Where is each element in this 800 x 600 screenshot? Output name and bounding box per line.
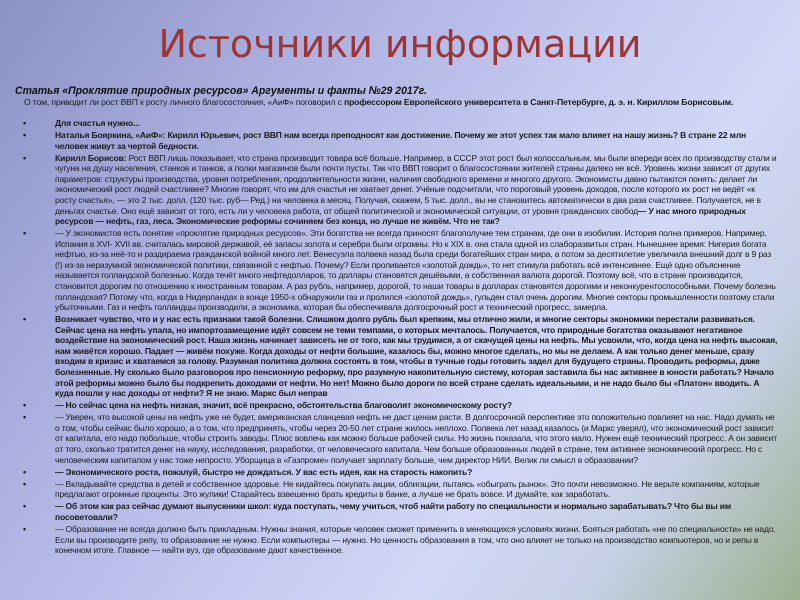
list-item bbox=[0, 130, 800, 151]
list-item bbox=[0, 118, 800, 129]
bullet-icon: • bbox=[23, 501, 26, 512]
intro-text: О том, приводит ли рост ВВП к росту личного благосостояния, «АиФ» поговорил с bbox=[24, 97, 345, 107]
slide-title: Источники информации bbox=[158, 22, 642, 66]
list-item bbox=[0, 467, 800, 478]
bullet-list bbox=[0, 118, 800, 557]
list-item bbox=[0, 479, 800, 500]
bullet-icon: • bbox=[23, 152, 26, 163]
item-bold: Возникает чувство, что и у нас есть признаки такой болезни. Слишком долго рубль был крепким, мы отлично жили, и многие секторы экономики перестали развиваться. Сейчас цена на нефть упала, но импортозамещение идёт совсем не теми темпами, о которых мечталось. Получается, что природные богатства оказывают негативное воздействие на экономический рост. Наша жизнь начинает зависеть не от того, как мы трудимся, а от скачущей цены на нефть. Мы усвоили, что, когда цена на нефть высокая, нам живётся хорошо. Падает — живём похуже. Когда доходы от нефти большие, казалось бы, можно многое сделать, но мы не делаем. А как только денег меньше, сразу входим в кризис и хватаемся за голову. Разумная политика должна состоять в том, чтобы в тучные годы готовить задел для будущего страны. Проводить реформы, даже болезненные. Ну сколько было разговоров про пенсионную реформу, про разумную накопительную систему, которая заставила бы нас активнее в юности работать? Начало этой реформы можно было бы подкрепить доходами от нефти. Но нет! Можно было дороги по всей стране сделать идеальными, и не надо было бы «Платон» вводить. А куда пошли у нас доходы от нефти? Я не знаю. Маркс был неправ bbox=[55, 314, 778, 399]
item-bold: — Об этом как раз сейчас думают выпускники школ: куда поступать, чему учиться, чтоб найти работу по специальности и нормально зарабатывать? Что бы вы им посоветовали? bbox=[55, 501, 732, 523]
item-bold: Для счастья нужно... bbox=[55, 118, 140, 128]
list-item bbox=[0, 228, 800, 312]
list-item bbox=[0, 314, 800, 398]
bullet-icon: • bbox=[23, 466, 26, 477]
bullet-icon: • bbox=[23, 524, 26, 535]
item-bold: — Экономического роста, пожалуй, быстро не дождаться. У вас есть идея, как на старость накопить? bbox=[55, 466, 473, 477]
item-text: — У экономистов есть понятие «проклятие природных ресурсов». Эти богатства не всегда приносят благополучие тем странам, где они в изобилии. История полна примеров. Например, Испания в XVI- XVII вв. считалась мировой державой, её запасы золота и серебра были огромны. Но к XIX в. она стала одной из слаборазвитых стран. Нынешнее время: Нигерия богата нефтью, из-за неё-то и раздираема гражданской войной много лет. Венесуэла полвека назад была среди богатейших стран мира, а потом за десятилетие увеличила внешний долг в 9 раз (!) из-за неразумной экономической политики, связанной с нефтью. Почему? Если проливается «золотой дождь», то нет стимула работать всё интенсивнее. Ещё одно объяснение называется голландской болезнью. Когда течёт много нефтедолларов, то доллары становятся дешёвыми, а собственная валюта дорогой. Поэтому всё, что в стране производится, становится дорогим по отношению к иностранным товарам. А раз рубль, например, дорогой, то наши товары в долларах становятся дорогими и неконкурентоспособными. Почему болезнь голландская? Потому что, когда в Нидерландах в конце 1950-х обнаружили газ и пролился «золотой дождь», гульден стал очень дорогим. Многие секторы промышленности поэтому стали убыточными. Газ и нефть голландцы производили, а экономика, которая бы обеспечивала долгосрочный рост и технический прогресс, замерла. bbox=[55, 228, 776, 313]
list-item bbox=[0, 400, 800, 411]
list-item bbox=[0, 412, 800, 465]
item-bold-tail: — У нас много природных ресурсов — нефть, газ, леса. Экономические реформы сочиняем без конца, но лучше не живём. Что не так? bbox=[55, 205, 746, 227]
bullet-icon: • bbox=[23, 400, 26, 411]
bullet-icon: • bbox=[23, 228, 26, 239]
item-bold: Наталья Бояркина, «АиФ»: Кирилл Юрьевич, рост ВВП нам всегда преподносят как достижение. Почему же этот успех так мало влияет на нашу жизнь? В стране 22 млн человек живут за чертой бедности. bbox=[55, 130, 746, 151]
item-text: Рост ВВП лишь показывает, что страна производит товара всё больше. Например, в СССР этот рост был колоссальным, мы были впереди всех по производству стали и чугуна на душу населения, станков и танков, а полки магазинов были почти пусты. Так что ВВП говорит о благосостоянии жителей страны далеко не всё. Уровень жизни зависит от других параметров: структуры производства, уровня потребления, продолжительности жизни, наличия свободного времени и многого другого. Экономисты давно пытаются понять: делает ли экономический рост людей счастливее? Многие говорят, что им для счастья не хватает денег. Учёные подсчитали, что пороговый уровень доходов, после которого их рост не ведёт «к росту счастья», — это 2 тыс. долл. (120 тыс. руб— Ред.) на человека в месяц. Получая, скажем, 5 тыс. долл., вы не становитесь автоматически в два раза счастливее. Получается, не в деньгах счастье. Оно ещё зависит от того, есть ли у человека работа, от общей политической и экономической ситуации, от уровня гражданских свобод bbox=[55, 152, 777, 216]
bullet-icon: • bbox=[23, 412, 26, 423]
bullet-icon: • bbox=[23, 118, 26, 128]
list-item bbox=[0, 524, 800, 556]
item-text: — Уверен, что высокой цены на нефть уже не будет, американская сланцевая нефть не даст ценам расти. В долгосрочной перспективе это положительно повлияет на нас. Надо думать не о том, чтобы сейчас было хорошо, а о том, что предпринять, чтобы через 20-50 лет стране жилось неплохо. Полвека лет назад казалось (и Маркс уверял), что экономический рост зависит от капитала, его надо побольше, чтобы строить заводы. Плюс вовлечь как можно больше рабочей силы. Но жизнь показала, что этого мало. Нужен ещё технический прогресс. А он зависит от того, сколько тратится денег на науку, исследования, разработки, от человеческого капитала. Чем больше образованных людей в стране, тем активнее экономический прогресс. Но с человеческим капиталом у нас тоже непросто. Уборщица в «Газпроме» получает зарплату больше, чем директор НИИ. Велик ли смысл в образовании? bbox=[55, 412, 777, 465]
intro-text-bold: профессором Европейского университета в Санкт-Петербурге, д. э. н. Кириллом Борисовым. bbox=[344, 97, 734, 107]
item-text: — Образование не всегда должно быть прикладным. Нужны знания, которые человек сможет применить в меняющихся условиях жизни. Бояться работать «не по специальности» не надо. Если вы производите репу, то образование не нужно. Если компьютеры — нужно. Но ценность образования в том, что оно влияет не только на производство компьютеров, но и репы в конечном итоге. Главное — найти вуз, где образование дают качественное. bbox=[55, 524, 776, 556]
list-item bbox=[0, 501, 800, 522]
item-text: — Вкладывайте средства в детей и собственное здоровье. Не кидайтесь покупать акции, облигации, пытаясь «обыграть рынок». Это почти невозможно. Не верьте компаниям, которые предлагают огромные проценты. Это жулики! Старайтесь взвешенно брать кредиты в банке, а лучше не брать вовсе. И думайте, как заработать. bbox=[55, 478, 760, 500]
bullet-icon: • bbox=[23, 478, 26, 489]
item-bold: Кирилл Борисов: bbox=[55, 152, 129, 163]
bullet-icon: • bbox=[23, 314, 26, 325]
bullet-icon: • bbox=[23, 130, 26, 141]
article-source: Статья «Проклятие природных ресурсов» Аргументы и факты №29 2017г. bbox=[15, 85, 427, 97]
list-item bbox=[0, 153, 800, 227]
item-bold: — Но сейчас цена на нефть низкая, значит, всё прекрасно, обстоятельства благоволят экономическому росту? bbox=[55, 400, 512, 411]
intro-paragraph bbox=[24, 97, 784, 108]
